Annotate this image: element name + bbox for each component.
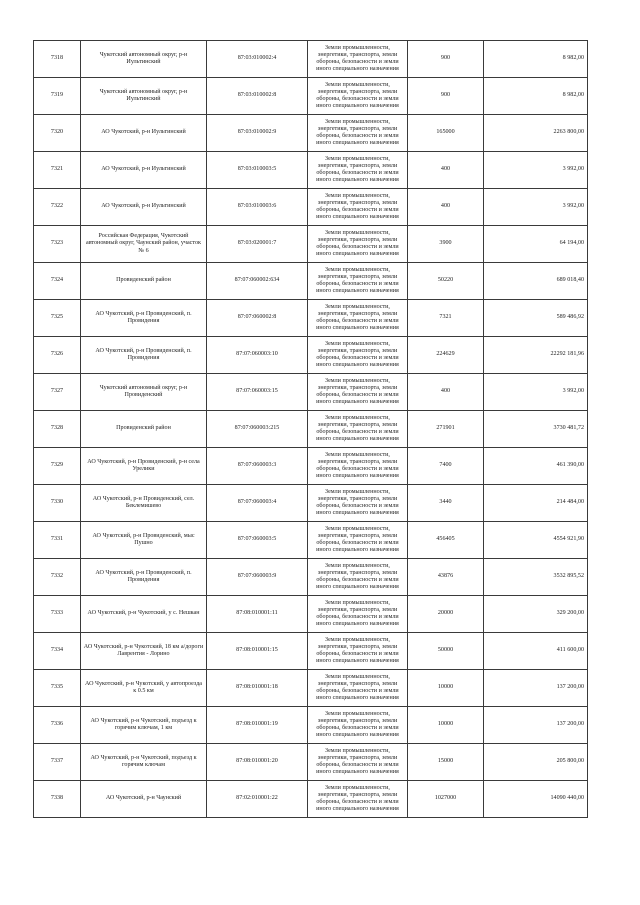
plot-address: АО Чукотский, р-н Провиденский, р-н села Урелики [81, 448, 207, 485]
cadastral-cost: 3532 895,52 [484, 559, 588, 596]
land-category: Земли промышленности, энергетики, транспорта, земли обороны, безопасности и земли иного специального назначения [308, 448, 408, 485]
plot-area: 10000 [408, 670, 484, 707]
cadastral-cost: 411 600,00 [484, 633, 588, 670]
plot-area: 7321 [408, 300, 484, 337]
row-number: 7327 [34, 374, 81, 411]
table-row [34, 522, 588, 559]
plot-area: 400 [408, 189, 484, 226]
land-category: Земли промышленности, энергетики, транспорта, земли обороны, безопасности и земли иного специального назначения [308, 633, 408, 670]
land-category: Земли промышленности, энергетики, транспорта, земли обороны, безопасности и земли иного специального назначения [308, 41, 408, 78]
cadastral-cost: 3 992,00 [484, 189, 588, 226]
land-registry-page [33, 40, 587, 818]
table-row [34, 78, 588, 115]
land-category: Земли промышленности, энергетики, транспорта, земли обороны, безопасности и земли иного специального назначения [308, 522, 408, 559]
land-category: Земли промышленности, энергетики, транспорта, земли обороны, безопасности и земли иного специального назначения [308, 744, 408, 781]
table-row [34, 670, 588, 707]
land-category: Земли промышленности, энергетики, транспорта, земли обороны, безопасности и земли иного специального назначения [308, 337, 408, 374]
plot-area: 400 [408, 152, 484, 189]
cadastral-cost: 137 200,00 [484, 707, 588, 744]
cadastral-cost: 3 992,00 [484, 374, 588, 411]
cadastral-number: 87:07:060003:5 [207, 522, 308, 559]
cadastral-cost: 8 982,00 [484, 78, 588, 115]
row-number: 7332 [34, 559, 81, 596]
land-category: Земли промышленности, энергетики, транспорта, земли обороны, безопасности и земли иного специального назначения [308, 374, 408, 411]
table-body [34, 41, 588, 818]
cadastral-cost: 589 486,92 [484, 300, 588, 337]
plot-area: 3900 [408, 226, 484, 263]
row-number: 7333 [34, 596, 81, 633]
table-row [34, 559, 588, 596]
land-category: Земли промышленности, энергетики, транспорта, земли обороны, безопасности и земли иного специального назначения [308, 263, 408, 300]
cadastral-number: 87:03:020001:7 [207, 226, 308, 263]
row-number: 7334 [34, 633, 81, 670]
plot-address: АО Чукотский, р-н Чукотский, 18 км а/дороги Лаврентия - Лорино [81, 633, 207, 670]
land-category: Земли промышленности, энергетики, транспорта, земли обороны, безопасности и земли иного специального назначения [308, 226, 408, 263]
cadastral-cost: 22292 181,96 [484, 337, 588, 374]
cadastral-cost: 2263 800,00 [484, 115, 588, 152]
plot-address: АО Чукотский, р-н Чукотский, подъезд к горячим ключам, 1 км [81, 707, 207, 744]
plot-area: 400 [408, 374, 484, 411]
plot-address: АО Чукотский, р-н Провиденский, п. Провидения [81, 300, 207, 337]
plot-address: Провиденский район [81, 411, 207, 448]
table-row [34, 41, 588, 78]
row-number: 7326 [34, 337, 81, 374]
row-number: 7336 [34, 707, 81, 744]
land-category: Земли промышленности, энергетики, транспорта, земли обороны, безопасности и земли иного специального назначения [308, 707, 408, 744]
plot-area: 15000 [408, 744, 484, 781]
plot-address: АО Чукотский, р-н Чукотский, у с. Нешкан [81, 596, 207, 633]
row-number: 7331 [34, 522, 81, 559]
plot-area: 456405 [408, 522, 484, 559]
cadastral-number: 87:07:060003:3 [207, 448, 308, 485]
table-row [34, 374, 588, 411]
land-category: Земли промышленности, энергетики, транспорта, земли обороны, безопасности и земли иного специального назначения [308, 596, 408, 633]
row-number: 7324 [34, 263, 81, 300]
cadastral-number: 87:08:010001:15 [207, 633, 308, 670]
plot-area: 1027000 [408, 781, 484, 818]
row-number: 7323 [34, 226, 81, 263]
plot-address: Чукотский автономный округ, р-н Иультинский [81, 78, 207, 115]
plot-address: АО Чукотский, р-н Чаунский [81, 781, 207, 818]
row-number: 7335 [34, 670, 81, 707]
cadastral-cost: 64 194,00 [484, 226, 588, 263]
land-category: Земли промышленности, энергетики, транспорта, земли обороны, безопасности и земли иного специального назначения [308, 300, 408, 337]
cadastral-cost: 14090 440,00 [484, 781, 588, 818]
table-row [34, 707, 588, 744]
plot-address: Российская Федерация, Чукотский автономный округ, Чаунский район, участок № 6 [81, 226, 207, 263]
row-number: 7320 [34, 115, 81, 152]
plot-area: 43876 [408, 559, 484, 596]
land-category: Земли промышленности, энергетики, транспорта, земли обороны, безопасности и земли иного специального назначения [308, 78, 408, 115]
plot-address: АО Чукотский, р-н Иультинский [81, 152, 207, 189]
plot-address: АО Чукотский, р-н Иультинский [81, 115, 207, 152]
cadastral-number: 87:08:010001:19 [207, 707, 308, 744]
plot-address: АО Чукотский, р-н Провиденский, сел. Беклемишево [81, 485, 207, 522]
row-number: 7321 [34, 152, 81, 189]
cadastral-number: 87:07:060003:15 [207, 374, 308, 411]
plot-area: 7400 [408, 448, 484, 485]
table-row [34, 115, 588, 152]
cadastral-cost: 205 800,00 [484, 744, 588, 781]
row-number: 7322 [34, 189, 81, 226]
cadastral-number: 87:08:010001:18 [207, 670, 308, 707]
cadastral-number: 87:03:010002:8 [207, 78, 308, 115]
plot-address: АО Чукотский, р-н Провиденский, п. Провидения [81, 559, 207, 596]
table-row [34, 300, 588, 337]
plot-area: 900 [408, 41, 484, 78]
table-row [34, 411, 588, 448]
table-row [34, 189, 588, 226]
cadastral-number: 87:07:060002:8 [207, 300, 308, 337]
table-row [34, 152, 588, 189]
land-category: Земли промышленности, энергетики, транспорта, земли обороны, безопасности и земли иного специального назначения [308, 559, 408, 596]
land-category: Земли промышленности, энергетики, транспорта, земли обороны, безопасности и земли иного специального назначения [308, 411, 408, 448]
table-row [34, 485, 588, 522]
cadastral-number: 87:08:010001:20 [207, 744, 308, 781]
plot-area: 50000 [408, 633, 484, 670]
plot-area: 50220 [408, 263, 484, 300]
land-category: Земли промышленности, энергетики, транспорта, земли обороны, безопасности и земли иного специального назначения [308, 115, 408, 152]
table-row [34, 263, 588, 300]
cadastral-cost: 214 484,00 [484, 485, 588, 522]
plot-area: 271901 [408, 411, 484, 448]
cadastral-cost: 3 992,00 [484, 152, 588, 189]
table-row [34, 781, 588, 818]
row-number: 7325 [34, 300, 81, 337]
plot-area: 165000 [408, 115, 484, 152]
cadastral-cost: 329 200,00 [484, 596, 588, 633]
plot-area: 20000 [408, 596, 484, 633]
land-category: Земли промышленности, энергетики, транспорта, земли обороны, безопасности и земли иного специального назначения [308, 781, 408, 818]
cadastral-cost: 3730 481,72 [484, 411, 588, 448]
cadastral-number: 87:07:060003:9 [207, 559, 308, 596]
cadastral-number: 87:03:010002:9 [207, 115, 308, 152]
cadastral-number: 87:03:010003:5 [207, 152, 308, 189]
table-row [34, 226, 588, 263]
plot-area: 3440 [408, 485, 484, 522]
cadastral-cost: 137 200,00 [484, 670, 588, 707]
plot-address: АО Чукотский, р-н Чукотский, у автопроезда к 0.5 км [81, 670, 207, 707]
land-category: Земли промышленности, энергетики, транспорта, земли обороны, безопасности и земли иного специального назначения [308, 189, 408, 226]
table-row [34, 633, 588, 670]
plot-area: 900 [408, 78, 484, 115]
land-category: Земли промышленности, энергетики, транспорта, земли обороны, безопасности и земли иного специального назначения [308, 152, 408, 189]
row-number: 7318 [34, 41, 81, 78]
plot-address: АО Чукотский, р-н Иультинский [81, 189, 207, 226]
land-category: Земли промышленности, энергетики, транспорта, земли обороны, безопасности и земли иного специального назначения [308, 485, 408, 522]
cadastral-number: 87:07:060003:215 [207, 411, 308, 448]
row-number: 7337 [34, 744, 81, 781]
plot-address: Чукотский автономный округ, р-н Провиденский [81, 374, 207, 411]
plot-address: АО Чукотский, р-н Провиденский, мыс Пушно [81, 522, 207, 559]
cadastral-number: 87:03:010002:4 [207, 41, 308, 78]
cadastral-cost: 689 018,40 [484, 263, 588, 300]
table-row [34, 744, 588, 781]
cadastral-cost: 8 982,00 [484, 41, 588, 78]
cadastral-number: 87:07:060003:10 [207, 337, 308, 374]
land-category: Земли промышленности, энергетики, транспорта, земли обороны, безопасности и земли иного специального назначения [308, 670, 408, 707]
row-number: 7319 [34, 78, 81, 115]
plot-area: 224629 [408, 337, 484, 374]
row-number: 7328 [34, 411, 81, 448]
plot-address: Чукотский автономный округ, р-н Иультинский [81, 41, 207, 78]
row-number: 7338 [34, 781, 81, 818]
table-row [34, 337, 588, 374]
land-plots-table [33, 40, 588, 818]
plot-area: 10000 [408, 707, 484, 744]
plot-address: Провиденский район [81, 263, 207, 300]
cadastral-number: 87:08:010001:11 [207, 596, 308, 633]
cadastral-cost: 4554 921,90 [484, 522, 588, 559]
cadastral-number: 87:07:060003:4 [207, 485, 308, 522]
row-number: 7330 [34, 485, 81, 522]
plot-address: АО Чукотский, р-н Провиденский, п. Провидения [81, 337, 207, 374]
row-number: 7329 [34, 448, 81, 485]
table-row [34, 596, 588, 633]
cadastral-number: 87:02:010001:22 [207, 781, 308, 818]
table-row [34, 448, 588, 485]
cadastral-number: 87:03:010003:6 [207, 189, 308, 226]
cadastral-number: 87:07:060002:634 [207, 263, 308, 300]
cadastral-cost: 461 390,00 [484, 448, 588, 485]
plot-address: АО Чукотский, р-н Чукотский, подъезд к горячим ключам [81, 744, 207, 781]
